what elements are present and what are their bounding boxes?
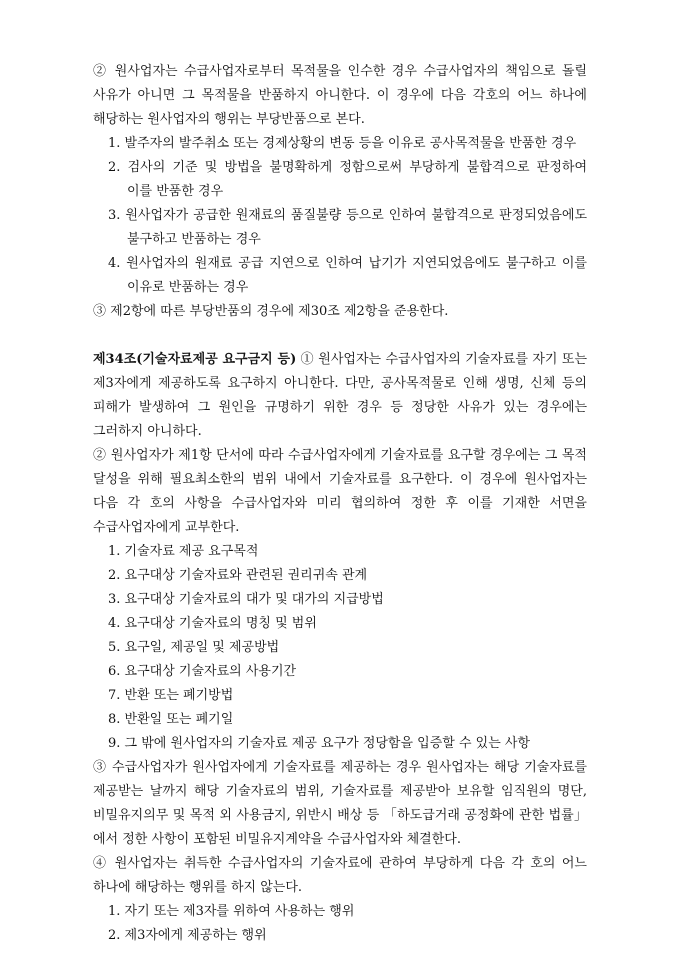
article-34-p2-item-2: 2. 요구대상 기술자료와 관련된 권리귀속 관계 — [108, 568, 368, 583]
article-34-p2-item-7: 7. 반환 또는 폐기방법 — [108, 688, 234, 703]
article-33-paragraph-3: ③ 제2항에 따른 부당반품의 경우에 제30조 제2항을 준용한다. — [93, 304, 449, 319]
document-body — [93, 60, 587, 948]
article-34-p2-item-8: 8. 반환일 또는 폐기일 — [108, 712, 234, 727]
article-34-paragraph-1-text: ① 원사업자는 수급사업자의 기술자료를 자기 또는 제3자에게 제공하도록 요구하지 아니한다. 다만, 공사목적물로 인해 생명, 신체 등의 피해가 발생하여 그 원인을 규명하기 위한 경우 등 정당한 사유가 있는 경우에는 그러하지 아니하다. — [93, 352, 587, 439]
article-34-paragraph-3: ③ 수급사업자가 원사업자에게 기술자료를 제공하는 경우 원사업자는 해당 기술자료를 제공받는 날까지 해당 기술자료의 범위, 기술자료를 제공받아 보유할 임직원의 명단, 비밀유지의무 및 목적 외 사용금지, 위반시 배상 등 「하도급거래 공정화에 관한 법률」에서 정한 사항이 포함된 비밀유지계약을 수급사업자와 체결한다. — [93, 760, 587, 847]
article-34-p2-item-4: 4. 요구대상 기술자료의 명칭 및 범위 — [108, 616, 317, 631]
article-34-p2-item-1: 1. 기술자료 제공 요구목적 — [108, 544, 259, 559]
article-34-paragraph-4: ④ 원사업자는 취득한 수급사업자의 기술자료에 관하여 부당하게 다음 각 호의 어느 하나에 해당하는 행위를 하지 않는다. — [93, 856, 587, 895]
article-34-p4-item-2: 2. 제3자에게 제공하는 행위 — [108, 928, 267, 943]
article-34-p2-item-5: 5. 요구일, 제공일 및 제공방법 — [108, 640, 280, 655]
article-33-p2-item-3: 3. 원사업자가 공급한 원재료의 품질불량 등으로 인하여 불합격으로 판정되었음에도 불구하고 반품하는 경우 — [108, 208, 587, 247]
section-spacer — [93, 324, 587, 348]
article-34-paragraph-2: ② 원사업자가 제1항 단서에 따라 수급사업자에게 기술자료를 요구할 경우에는 그 목적 달성을 위해 필요최소한의 범위 내에서 기술자료를 요구한다. 이 경우에 원사업자는 다음 각 호의 사항을 수급사업자와 미리 협의하여 정한 후 이를 기재한 서면을 수급사업자에게 교부한다. — [93, 448, 587, 535]
article-34-p4-item-1: 1. 자기 또는 제3자를 위하여 사용하는 행위 — [108, 904, 355, 919]
article-34-heading: 제34조(기술자료제공 요구금지 등) — [93, 352, 297, 367]
article-33-p2-item-1: 1. 발주자의 발주취소 또는 경제상황의 변동 등을 이유로 공사목적물을 반품한 경우 — [108, 136, 577, 151]
article-34-p2-item-6: 6. 요구대상 기술자료의 사용기간 — [108, 664, 297, 679]
article-33-paragraph-2: ② 원사업자는 수급사업자로부터 목적물을 인수한 경우 수급사업자의 책임으로 돌릴 사유가 아니면 그 목적물을 반품하지 아니한다. 이 경우에 다음 각호의 어느 하나에 해당하는 원사업자의 행위는 부당반품으로 본다. — [93, 64, 587, 127]
article-33-p2-item-2: 2. 검사의 기준 및 방법을 불명확하게 정함으로써 부당하게 불합격으로 판정하여 이를 반품한 경우 — [108, 160, 587, 199]
article-34-paragraph-1 — [93, 348, 587, 444]
article-33-p2-item-4: 4. 원사업자의 원재료 공급 지연으로 인하여 납기가 지연되었음에도 불구하고 이를 이유로 반품하는 경우 — [108, 256, 587, 295]
article-34-p2-item-3: 3. 요구대상 기술자료의 대가 및 대가의 지급방법 — [108, 592, 384, 607]
article-34-p2-item-9: 9. 그 밖에 원사업자의 기술자료 제공 요구가 정당함을 입증할 수 있는 사항 — [108, 736, 531, 751]
